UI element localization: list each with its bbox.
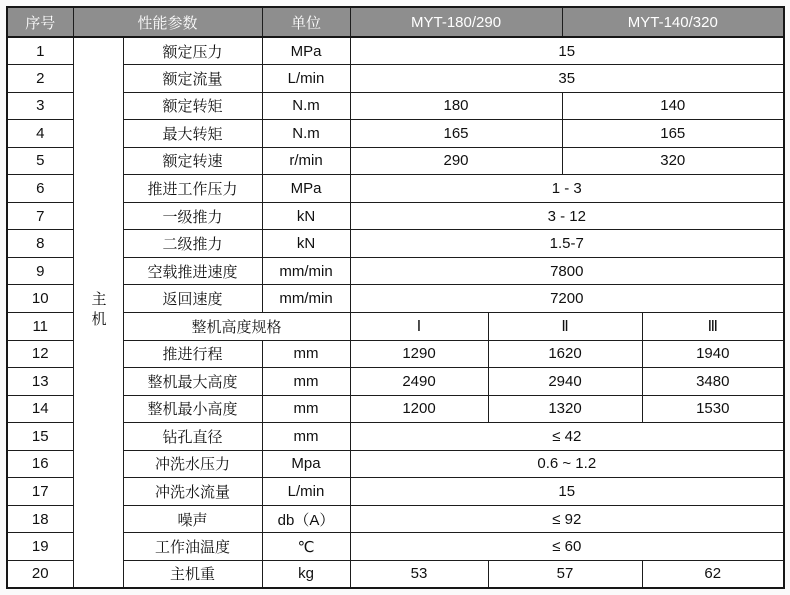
row-index-cell: 1 bbox=[7, 37, 73, 65]
value-cell: 7200 bbox=[350, 285, 784, 313]
row-index-cell: 6 bbox=[7, 175, 73, 203]
table-row bbox=[7, 230, 784, 258]
param-name-cell: 额定流量 bbox=[123, 65, 262, 93]
header-col-model2: MYT-140/320 bbox=[562, 7, 784, 37]
param-name-cell: 钻孔直径 bbox=[123, 423, 262, 451]
table-row bbox=[7, 202, 784, 230]
value-cell-model2: 165 bbox=[562, 120, 784, 148]
row-index-cell: 7 bbox=[7, 202, 73, 230]
value-cell: 7800 bbox=[350, 257, 784, 285]
param-name-cell: 额定转矩 bbox=[123, 92, 262, 120]
row-index-cell: 20 bbox=[7, 560, 73, 588]
table-row bbox=[7, 478, 784, 506]
param-name-cell: 推进工作压力 bbox=[123, 175, 262, 203]
value-cell: 0.6 ~ 1.2 bbox=[350, 450, 784, 478]
param-name-cell: 冲洗水压力 bbox=[123, 450, 262, 478]
unit-cell: Mpa bbox=[262, 450, 350, 478]
value-cell: 1 - 3 bbox=[350, 175, 784, 203]
table-row bbox=[7, 147, 784, 175]
header-col-unit: 单位 bbox=[262, 7, 350, 37]
row-index-cell: 17 bbox=[7, 478, 73, 506]
table-row bbox=[7, 533, 784, 561]
header-row bbox=[7, 7, 784, 37]
param-name-cell: 主机重 bbox=[123, 560, 262, 588]
value-cell: 15 bbox=[350, 478, 784, 506]
row-index-cell: 14 bbox=[7, 395, 73, 423]
spec-table bbox=[6, 6, 785, 589]
value-cell-spec1: 53 bbox=[350, 560, 488, 588]
unit-cell: N.m bbox=[262, 92, 350, 120]
value-cell-spec3: 1530 bbox=[642, 395, 784, 423]
value-cell-spec1: 1200 bbox=[350, 395, 488, 423]
row-index-cell: 12 bbox=[7, 340, 73, 368]
row-index-cell: 3 bbox=[7, 92, 73, 120]
param-name-cell: 整机高度规格 bbox=[123, 312, 350, 340]
row-index-cell: 18 bbox=[7, 505, 73, 533]
value-cell-spec1: 2490 bbox=[350, 368, 488, 396]
value-cell: 35 bbox=[350, 65, 784, 93]
row-index-cell: 13 bbox=[7, 368, 73, 396]
param-name-cell: 最大转矩 bbox=[123, 120, 262, 148]
table-row bbox=[7, 560, 784, 588]
row-index-cell: 19 bbox=[7, 533, 73, 561]
row-index-cell: 15 bbox=[7, 423, 73, 451]
value-cell-model2: 320 bbox=[562, 147, 784, 175]
unit-cell: mm bbox=[262, 368, 350, 396]
table-row bbox=[7, 423, 784, 451]
param-name-cell: 二级推力 bbox=[123, 230, 262, 258]
value-cell-spec2: 1620 bbox=[488, 340, 642, 368]
spec-table-container bbox=[6, 6, 785, 589]
table-row bbox=[7, 257, 784, 285]
unit-cell: r/min bbox=[262, 147, 350, 175]
row-index-cell: 11 bbox=[7, 312, 73, 340]
unit-cell: ℃ bbox=[262, 533, 350, 561]
unit-cell: N.m bbox=[262, 120, 350, 148]
value-cell-model1: 180 bbox=[350, 92, 562, 120]
value-cell-spec1: Ⅰ bbox=[350, 312, 488, 340]
unit-cell: mm/min bbox=[262, 285, 350, 313]
row-index-cell: 9 bbox=[7, 257, 73, 285]
value-cell-spec3: 3480 bbox=[642, 368, 784, 396]
value-cell-model2: 140 bbox=[562, 92, 784, 120]
value-cell-spec3: 62 bbox=[642, 560, 784, 588]
unit-cell: db（A） bbox=[262, 505, 350, 533]
row-index-cell: 2 bbox=[7, 65, 73, 93]
unit-cell: MPa bbox=[262, 37, 350, 65]
unit-cell: mm bbox=[262, 340, 350, 368]
header-col-model1: MYT-180/290 bbox=[350, 7, 562, 37]
row-index-cell: 16 bbox=[7, 450, 73, 478]
row-index-cell: 8 bbox=[7, 230, 73, 258]
value-cell: 3 - 12 bbox=[350, 202, 784, 230]
value-cell-spec3: 1940 bbox=[642, 340, 784, 368]
unit-cell: mm bbox=[262, 395, 350, 423]
header-col-no: 序号 bbox=[7, 7, 73, 37]
table-row bbox=[7, 92, 784, 120]
value-cell-spec3: Ⅲ bbox=[642, 312, 784, 340]
value-cell-spec2: 57 bbox=[488, 560, 642, 588]
table-row bbox=[7, 340, 784, 368]
table-row bbox=[7, 312, 784, 340]
value-cell: ≤ 60 bbox=[350, 533, 784, 561]
unit-cell: kN bbox=[262, 202, 350, 230]
value-cell-spec2: Ⅱ bbox=[488, 312, 642, 340]
row-index-cell: 10 bbox=[7, 285, 73, 313]
param-name-cell: 返回速度 bbox=[123, 285, 262, 313]
value-cell-spec2: 1320 bbox=[488, 395, 642, 423]
unit-cell: mm/min bbox=[262, 257, 350, 285]
value-cell-spec2: 2940 bbox=[488, 368, 642, 396]
param-name-cell: 整机最小高度 bbox=[123, 395, 262, 423]
param-name-cell: 冲洗水流量 bbox=[123, 478, 262, 506]
unit-cell: kN bbox=[262, 230, 350, 258]
unit-cell: L/min bbox=[262, 65, 350, 93]
param-name-cell: 工作油温度 bbox=[123, 533, 262, 561]
table-row bbox=[7, 65, 784, 93]
table-row bbox=[7, 505, 784, 533]
unit-cell: MPa bbox=[262, 175, 350, 203]
table-row bbox=[7, 368, 784, 396]
row-index-cell: 5 bbox=[7, 147, 73, 175]
param-name-cell: 整机最大高度 bbox=[123, 368, 262, 396]
value-cell: 1.5-7 bbox=[350, 230, 784, 258]
param-name-cell: 空载推进速度 bbox=[123, 257, 262, 285]
table-row bbox=[7, 395, 784, 423]
param-name-cell: 噪声 bbox=[123, 505, 262, 533]
table-row bbox=[7, 175, 784, 203]
table-row bbox=[7, 450, 784, 478]
table-row bbox=[7, 120, 784, 148]
group-label-main-machine: 主机 bbox=[89, 290, 107, 331]
row-index-cell: 4 bbox=[7, 120, 73, 148]
value-cell-spec1: 1290 bbox=[350, 340, 488, 368]
header-col-param: 性能参数 bbox=[73, 7, 262, 37]
table-row bbox=[7, 37, 784, 65]
unit-cell: mm bbox=[262, 423, 350, 451]
unit-cell: L/min bbox=[262, 478, 350, 506]
table-row bbox=[7, 285, 784, 313]
param-name-cell: 额定压力 bbox=[123, 37, 262, 65]
group-label-cell bbox=[73, 37, 123, 588]
param-name-cell: 推进行程 bbox=[123, 340, 262, 368]
value-cell-model1: 165 bbox=[350, 120, 562, 148]
param-name-cell: 额定转速 bbox=[123, 147, 262, 175]
value-cell: ≤ 92 bbox=[350, 505, 784, 533]
param-name-cell: 一级推力 bbox=[123, 202, 262, 230]
value-cell-model1: 290 bbox=[350, 147, 562, 175]
value-cell: ≤ 42 bbox=[350, 423, 784, 451]
value-cell: 15 bbox=[350, 37, 784, 65]
unit-cell: kg bbox=[262, 560, 350, 588]
